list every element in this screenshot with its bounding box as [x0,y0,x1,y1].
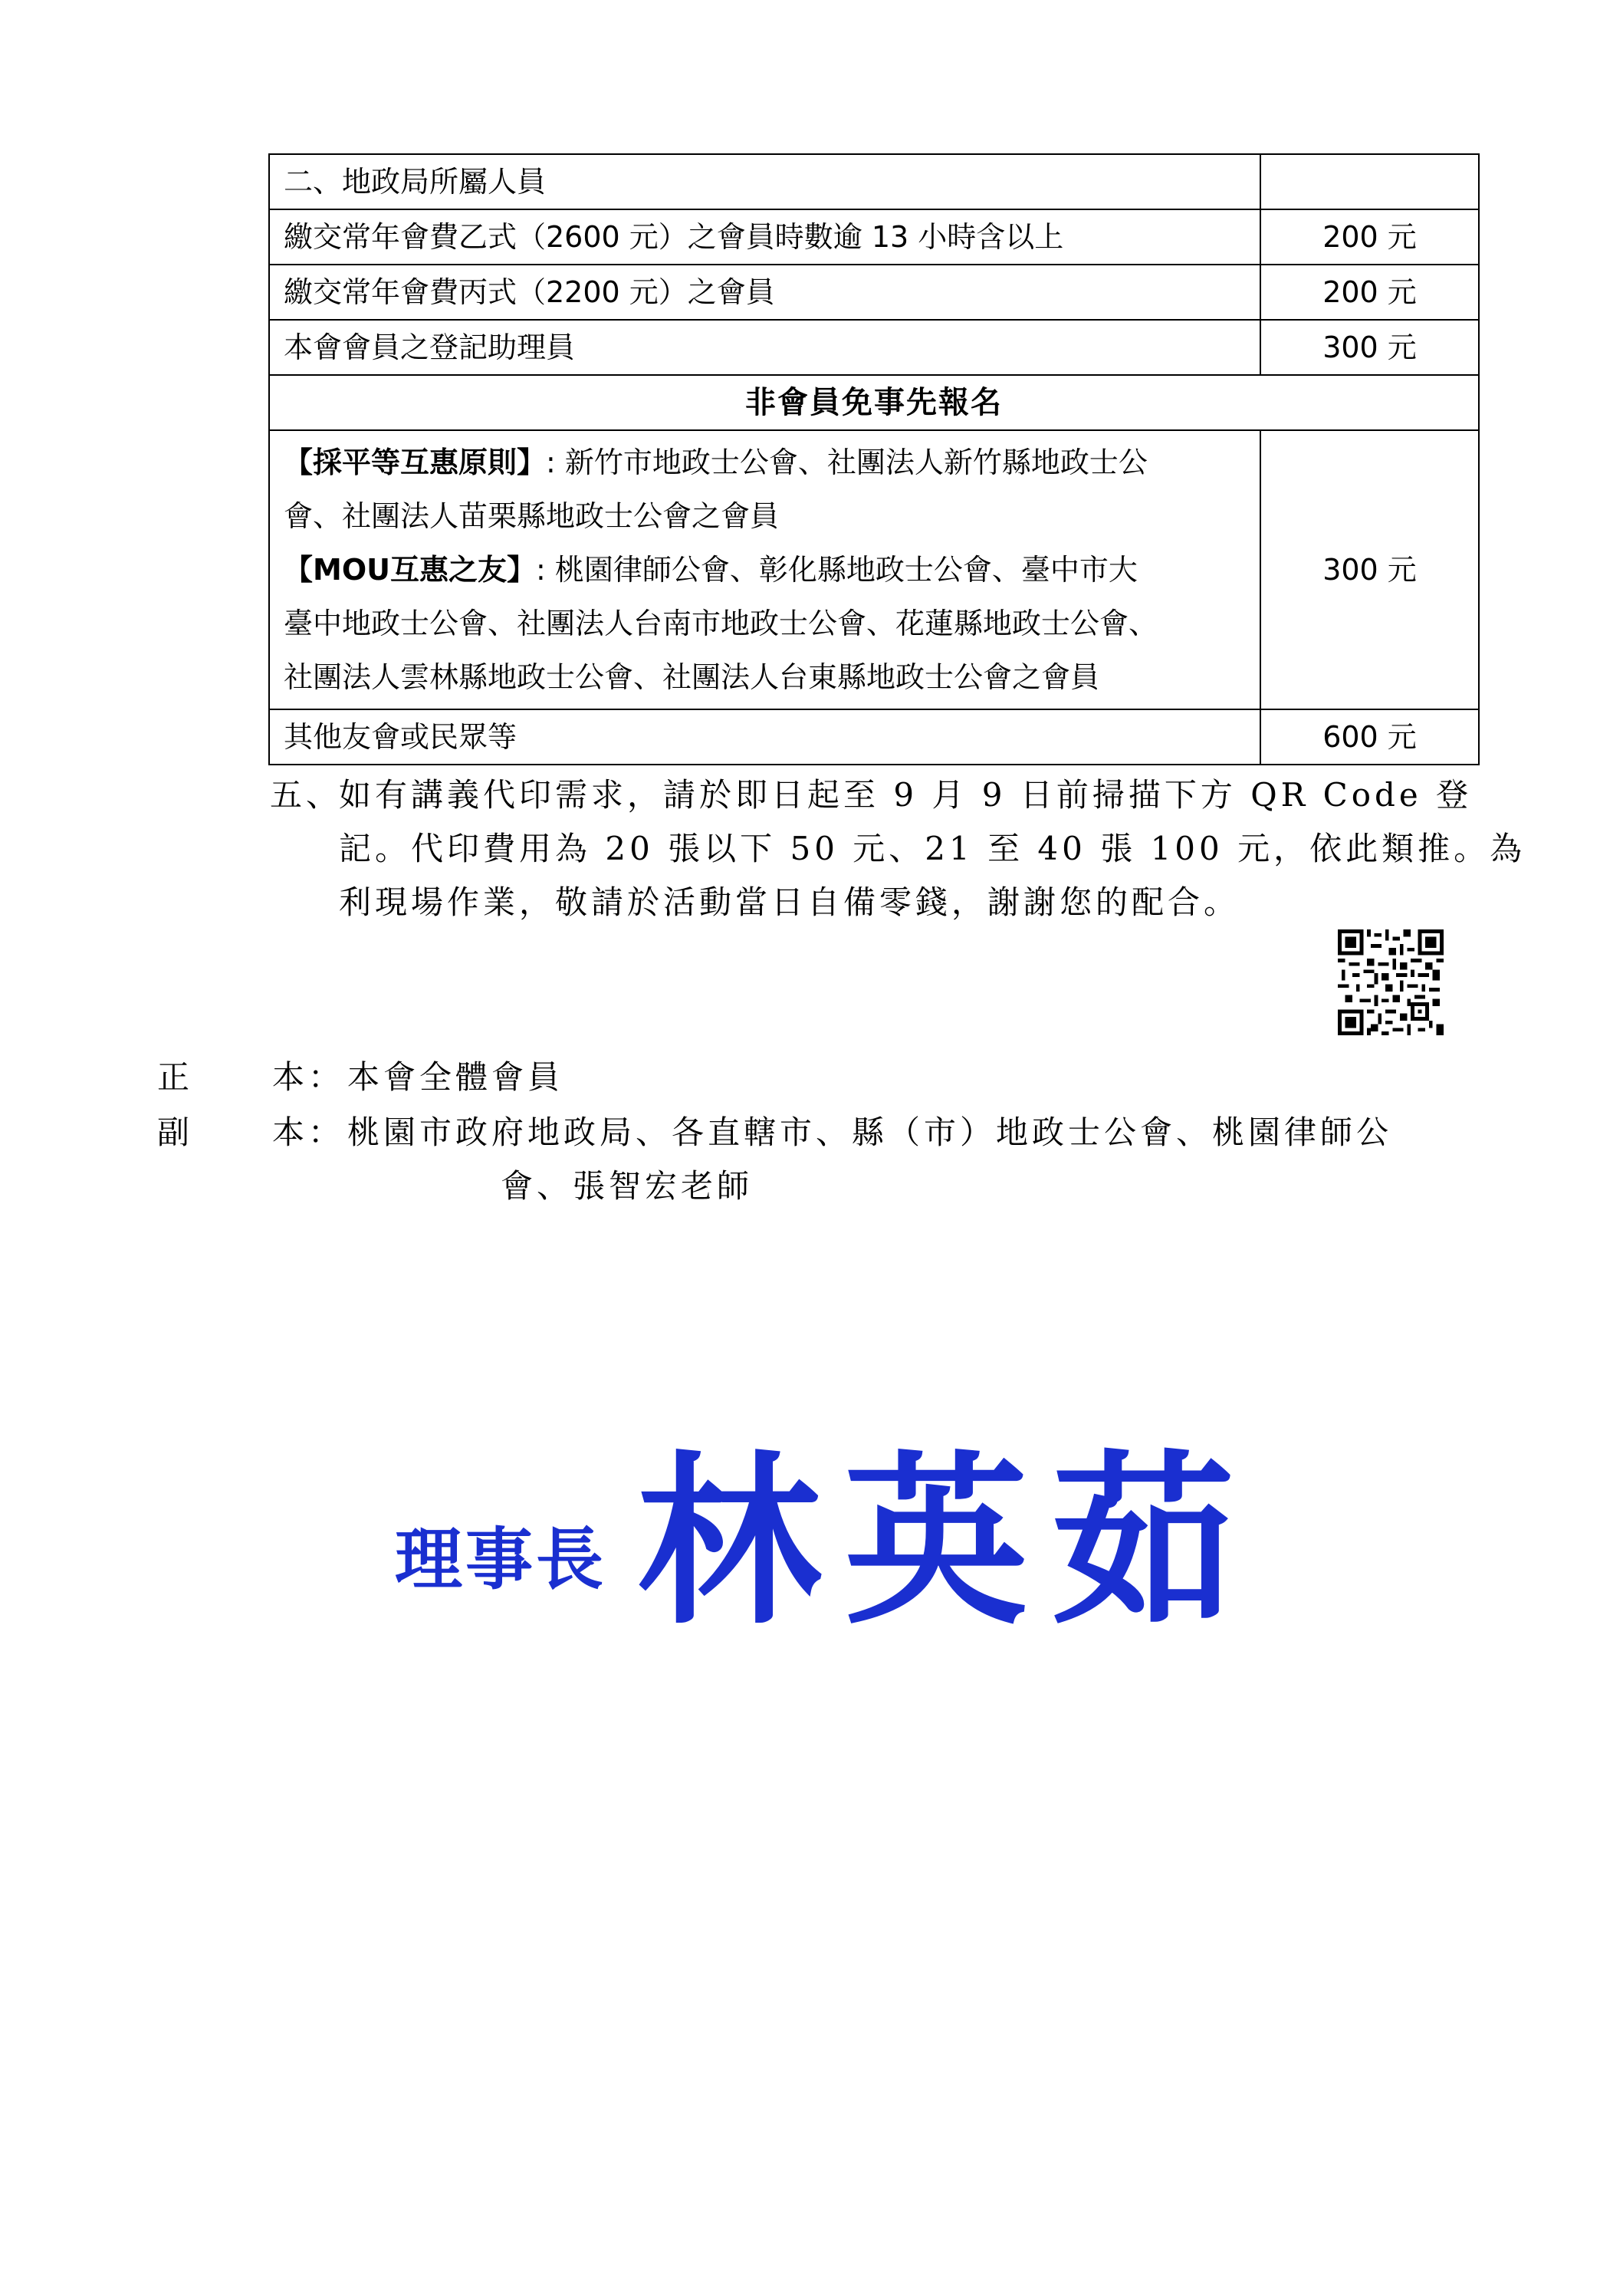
row-amount [1260,154,1479,209]
main-recipient-label-1: 正 [157,1058,194,1096]
row-desc: 本會會員之登記助理員 [269,320,1260,375]
row-amount: 300 元 [1260,320,1479,375]
reciprocal-equal-line2: 會、社團法人苗栗縣地政士公會之會員 [284,499,780,533]
row-amount: 200 元 [1260,265,1479,320]
table-row [269,375,1479,430]
item-5-number: 五、 [270,776,343,814]
signature-title: 理事長 [395,1519,607,1599]
table-row [269,430,1479,709]
row-amount: 200 元 [1260,209,1479,265]
reciprocal-mou-line1 [284,543,1246,597]
others-desc: 其他友會或民眾等 [269,709,1260,765]
reciprocal-desc [269,430,1260,709]
mou-text: : 桃園律師公會、彰化縣地政士公會、臺中市大 [535,553,1138,587]
signature-name: 林英茹 [637,1433,1259,1650]
non-member-header: 非會員免事先報名 [269,375,1479,430]
item-5-paragraph [270,768,1526,929]
table-row [269,709,1479,765]
others-amount: 600 元 [1260,709,1479,765]
item-5-line1: 如有講義代印需求，請於即日起至 9 月 9 日前掃描下方 QR Code 登 [339,776,1473,814]
table-row [269,320,1479,375]
table-row [269,209,1479,265]
main-recipient-value: 本會全體會員 [347,1058,564,1096]
equal-text: : 新竹市地政士公會、社團法人新竹縣地政士公 [546,446,1148,479]
qr-code[interactable] [1338,929,1444,1035]
item-5-line2: 記。代印費用為 20 張以下 50 元、21 至 40 張 100 元，依此類推。為 [339,830,1526,867]
reciprocal-amount: 300 元 [1260,430,1479,709]
reciprocal-mou-line2: 臺中地政士公會、社團法人台南市地政士公會、花蓮縣地政士公會、 [284,607,1158,640]
row-desc: 二、地政局所屬人員 [269,154,1260,209]
copy-recipient-label-1: 副 [157,1113,194,1151]
reciprocal-mou-line3: 社團法人雲林縣地政士公會、社團法人台東縣地政士公會之會員 [284,660,1100,694]
main-recipient-label-2: 本： [272,1058,345,1096]
table-row [269,265,1479,320]
row-desc: 繳交常年會費丙式（2200 元）之會員 [269,265,1260,320]
copy-recipient-value-line1: 桃園市政府地政局、各直轄市、縣（市）地政士公會、桃園律師公 [347,1113,1393,1151]
fee-table [268,153,1480,765]
copy-recipient-value-line2: 會、張智宏老師 [501,1167,754,1205]
reciprocal-equal-line1 [284,436,1246,489]
mou-label: 【MOU互惠之友】 [284,553,536,587]
copy-recipient-label-2: 本： [272,1113,345,1151]
row-desc: 繳交常年會費乙式（2600 元）之會員時數逾 13 小時含以上 [269,209,1260,265]
chairperson-signature-seal [395,1433,1259,1650]
item-5-line3: 利現場作業，敬請於活動當日自備零錢，謝謝您的配合。 [339,883,1240,921]
table-row [269,154,1479,209]
equal-label: 【採平等互惠原則】 [284,446,547,479]
